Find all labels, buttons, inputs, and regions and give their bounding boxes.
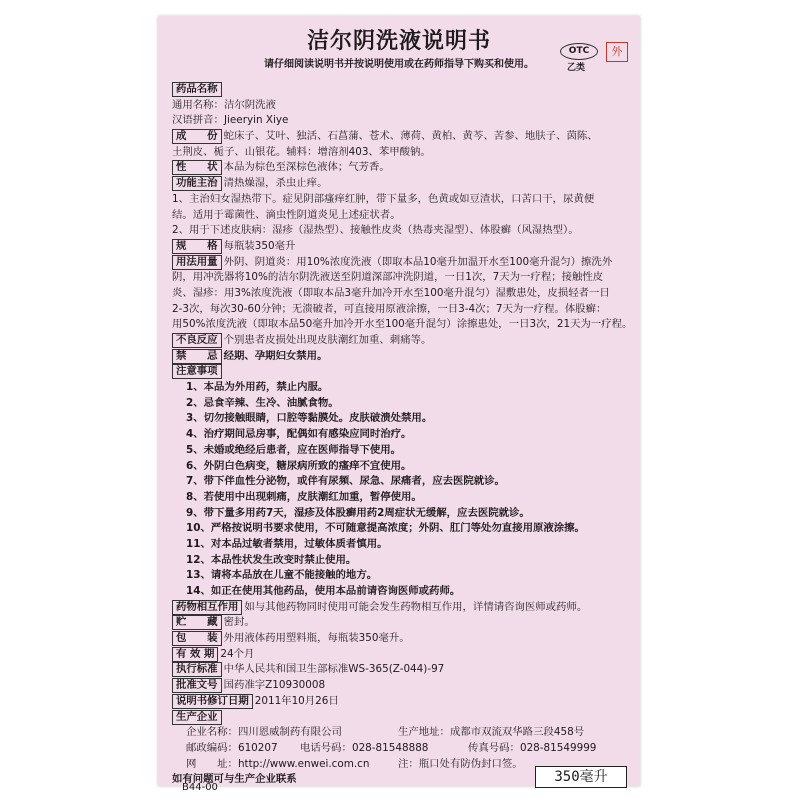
precaution-item: 13、请将本品放在儿童不能接触的地方。 xyxy=(186,569,378,582)
manufacturer-heading: 生产企业 xyxy=(172,710,222,725)
dosage-line: 阴，用冲洗器将10%的洁尔阴洗液送至阴道深部冲洗阴道，一日1次，7天为一疗程；接触性皮 xyxy=(172,271,604,284)
properties-label: 性 状 xyxy=(172,160,222,175)
phone: 电话号码：028-81548888 xyxy=(300,741,429,754)
precaution-item: 10、严格按说明书要求使用，不可随意提高浓度；外阴、肛门等处勿直接用原液涂擦。 xyxy=(186,522,585,535)
storage-text: 密封。 xyxy=(223,616,255,629)
otc-badge: OTC xyxy=(560,43,598,60)
generic-name: 通用名称：洁尔阴洗液 xyxy=(172,98,276,111)
postcode: 邮政编码：610207 xyxy=(186,741,278,754)
contraindications-label: 禁 忌 xyxy=(172,349,222,364)
fax: 传真号码：028-81549999 xyxy=(468,741,597,754)
approval-text: 国药准字Z10930008 xyxy=(223,679,326,692)
interactions-text: 如与其他药物同时使用可能会发生药物相互作用，详情请咨询医师或药师。 xyxy=(244,600,588,613)
standard-label: 执行标准 xyxy=(172,662,222,677)
company-name: 企业名称：四川恩威制药有限公司 xyxy=(186,726,342,739)
document-code: B44-00 xyxy=(182,782,218,793)
standard-text: 中华人民共和国卫生部标准WS-365(Z-044)-97 xyxy=(223,663,445,676)
dosage-line: 2-3次，每次30-60分钟；无溃破者，可直接用原液涂擦，一日3-4次；7天为一疗程。体股癣： xyxy=(172,302,607,315)
document-title: 洁尔阴洗液说明书 xyxy=(306,28,491,54)
ingredients-line: 蛇床子、艾叶、独活、石菖蒲、苍术、薄荷、黄柏、黄芩、苦参、地肤子、茵陈、 xyxy=(223,130,598,143)
adverse-label: 不良反应 xyxy=(172,333,222,348)
spec-text: 每瓶装350毫升 xyxy=(223,239,296,252)
precaution-item: 12、本品性状发生改变时禁止使用。 xyxy=(186,553,357,566)
precaution-item: 5、未婚或绝经后患者，应在医师指导下使用。 xyxy=(186,443,402,456)
approval-label: 批准文号 xyxy=(172,678,222,693)
storage-label: 贮 藏 xyxy=(172,615,222,630)
precaution-item: 2、忌食辛辣、生冷、油腻食物。 xyxy=(186,396,339,409)
leaflet-body xyxy=(172,82,632,788)
precautions-heading: 注意事项 xyxy=(172,364,222,379)
indications-line: 2、用于下述皮肤病：湿疹（湿热型）、接触性皮炎（热毒夹湿型）、体股癣（风湿热型）。 xyxy=(172,224,579,237)
volume-label: 350毫升 xyxy=(535,766,627,788)
seal-note: 注：瓶口处有防伪封口签。 xyxy=(398,757,523,770)
interactions-label: 药物相互作用 xyxy=(172,600,242,615)
revision-label: 说明书修订日期 xyxy=(172,694,253,709)
precaution-item: 6、外阴白色病变，糖尿病所致的瘙痒不宜使用。 xyxy=(186,459,412,472)
website-link[interactable]: 网 址：http://www.enwei.com.cn xyxy=(186,757,370,770)
validity-label: 有 效 期 xyxy=(172,647,218,662)
properties-text: 本品为棕色至深棕色液体；气芳香。 xyxy=(223,161,390,174)
contact-note: 如有问题可与生产企业联系 xyxy=(172,773,297,786)
packaging-text: 外用液体药用塑料瓶，每瓶装350毫升。 xyxy=(223,632,410,645)
adverse-text: 个别患者皮损处出现皮肤潮红加重、刺痛等。 xyxy=(223,334,432,346)
document-subtitle: 请仔细阅读说明书并按说明使用或在药师指导下购买和使用。 xyxy=(264,59,534,70)
spec-label: 规 格 xyxy=(172,239,222,254)
indications-line: 结。适用于霉菌性、滴虫性阴道炎见上述症状者。 xyxy=(172,208,401,221)
precaution-item: 8、若使用中出现刺痛，皮肤潮红加重，暂停使用。 xyxy=(186,490,422,503)
precaution-item: 7、带下伴血性分泌物，或伴有尿频、尿急、尿痛者，应去医院就诊。 xyxy=(186,475,505,488)
indications-text: 清热燥湿，杀虫止痒。 xyxy=(223,177,328,190)
company-address: 生产地址：成都市双流双华路三段458号 xyxy=(398,726,585,739)
external-use-mark: 外 xyxy=(606,42,628,62)
revision-text: 2011年10月26日 xyxy=(254,694,339,707)
precaution-item: 11、对本品过敏者禁用，过敏体质者慎用。 xyxy=(186,537,388,550)
dosage-label: 用法用量 xyxy=(172,255,222,270)
ingredients-label: 成 份 xyxy=(172,129,222,144)
pinyin-name: 汉语拼音：Jieeryin Xiye xyxy=(172,114,289,127)
precaution-item: 1、本品为外用药，禁止内服。 xyxy=(186,381,329,394)
leaflet-paper xyxy=(158,16,640,793)
packaging-label: 包 装 xyxy=(172,631,222,646)
precaution-item: 4、治疗期间忌房事，配偶如有感染应同时治疗。 xyxy=(186,428,412,441)
dosage-line: 用50%浓度洗液（即取本品50毫升加冷开水至100毫升混匀）涂擦患处，一日3次，21天为一疗程。 xyxy=(172,318,632,331)
dosage-line: 炎、湿疹：用3%浓度洗液（即取本品3毫升加冷开水至100毫升混匀）湿敷患处，皮损轻者一日 xyxy=(172,286,610,299)
precaution-item: 14、如正在使用其他药品，使用本品前请咨询医师或药师。 xyxy=(186,585,461,597)
drug-name-heading: 药品名称 xyxy=(172,82,222,97)
ingredients-line: 土荆皮、栀子、山银花。辅料：增溶剂403、苯甲酸钠。 xyxy=(172,145,431,158)
precaution-item: 9、带下量多用药7天，湿疹及体股癣用药2周症状无缓解，应去医院就诊。 xyxy=(186,506,530,519)
otc-type: 乙类 xyxy=(567,63,586,73)
indications-line: 1、主治妇女湿热带下。症见阴部瘙痒红肿，带下量多，色黄或如豆渣状，口苦口干，尿黄便 xyxy=(172,192,595,205)
contraindications-text: 经期、孕期妇女禁用。 xyxy=(223,349,328,362)
indications-label: 功能主治 xyxy=(172,176,222,191)
dosage-line: 外阴、阴道炎：用10%浓度洗液（即取本品10毫升加温开水至100毫升混匀）擦洗外 xyxy=(223,255,613,268)
validity-text: 24个月 xyxy=(220,647,255,660)
precaution-item: 3、切勿接触眼睛，口腔等黏膜处。皮肤破溃处禁用。 xyxy=(186,412,433,425)
precautions-list xyxy=(172,380,632,600)
